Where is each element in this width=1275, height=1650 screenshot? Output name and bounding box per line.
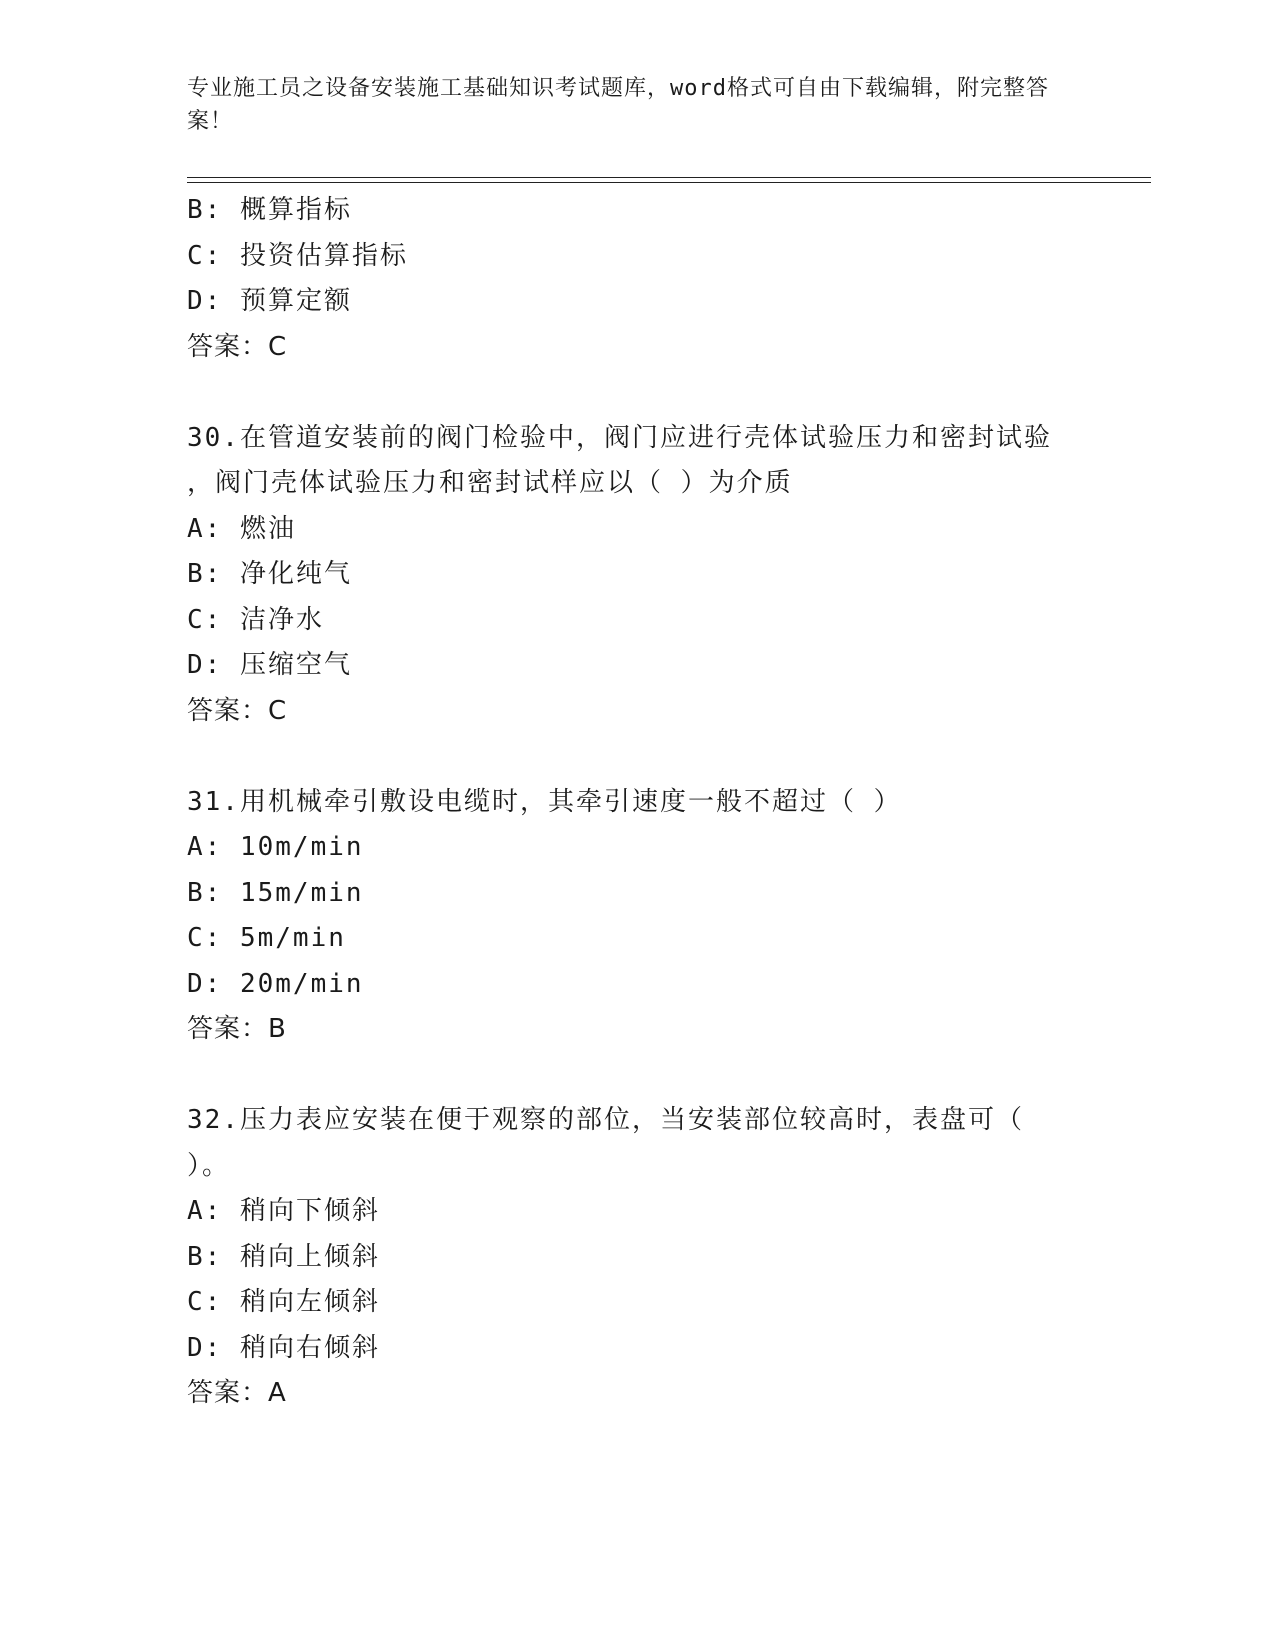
option-d: D: 稍向右倾斜 [187, 1332, 380, 1363]
question-stem-line: ，阀门壳体试验压力和密封试样应以（ ）为介质 [187, 468, 793, 498]
option-b: B: 净化纯气 [187, 559, 352, 589]
option-a: A: 稍向下倾斜 [187, 1196, 380, 1226]
option-c: C: 5m/min [187, 923, 346, 953]
option-a: A: 10m/min [187, 832, 364, 862]
option-b: B: 15m/min [187, 877, 364, 908]
option-c: C: 洁净水 [187, 604, 324, 635]
question-31 [187, 780, 1087, 1053]
question-stem-line: 30.在管道安装前的阀门检验中，阀门应进行壳体试验压力和密封试验 [187, 422, 1052, 453]
header-divider-top [187, 177, 1151, 178]
option-c: C: 稍向左倾斜 [187, 1287, 380, 1317]
option-b: B: 稍向上倾斜 [187, 1241, 380, 1272]
option-d: D: 压缩空气 [187, 650, 352, 680]
header-divider-bottom [187, 182, 1151, 183]
question-32 [187, 1098, 1087, 1417]
answer-line: 答案：A [187, 1378, 287, 1408]
option-d: D: 20m/min [187, 968, 364, 999]
option-a: A: 燃油 [187, 513, 296, 544]
question-stem-line: 31.用机械牵引敷设电缆时，其牵引速度一般不超过（ ） [187, 786, 902, 817]
answer-line: 答案：B [187, 1014, 287, 1044]
option-b: B: 概算指标 [187, 195, 352, 225]
question-stem-line: ）。 [187, 1150, 231, 1181]
spacer [187, 734, 1087, 780]
answer-line: 答案：C [187, 331, 288, 362]
spacer [187, 370, 1087, 416]
option-d: D: 预算定额 [187, 286, 352, 316]
answer-line: 答案：C [187, 695, 288, 726]
question-30 [187, 416, 1087, 735]
spacer [187, 1053, 1087, 1099]
previous-question-tail [187, 188, 1087, 370]
option-c: C: 投资估算指标 [187, 240, 408, 271]
document-header: 专业施工员之设备安装施工基础知识考试题库，word格式可自由下载编辑，附完整答案！ [187, 76, 1049, 134]
question-list [187, 188, 1087, 1417]
question-stem-line: 32.压力表应安装在便于观察的部位，当安装部位较高时，表盘可（ [187, 1105, 1024, 1135]
